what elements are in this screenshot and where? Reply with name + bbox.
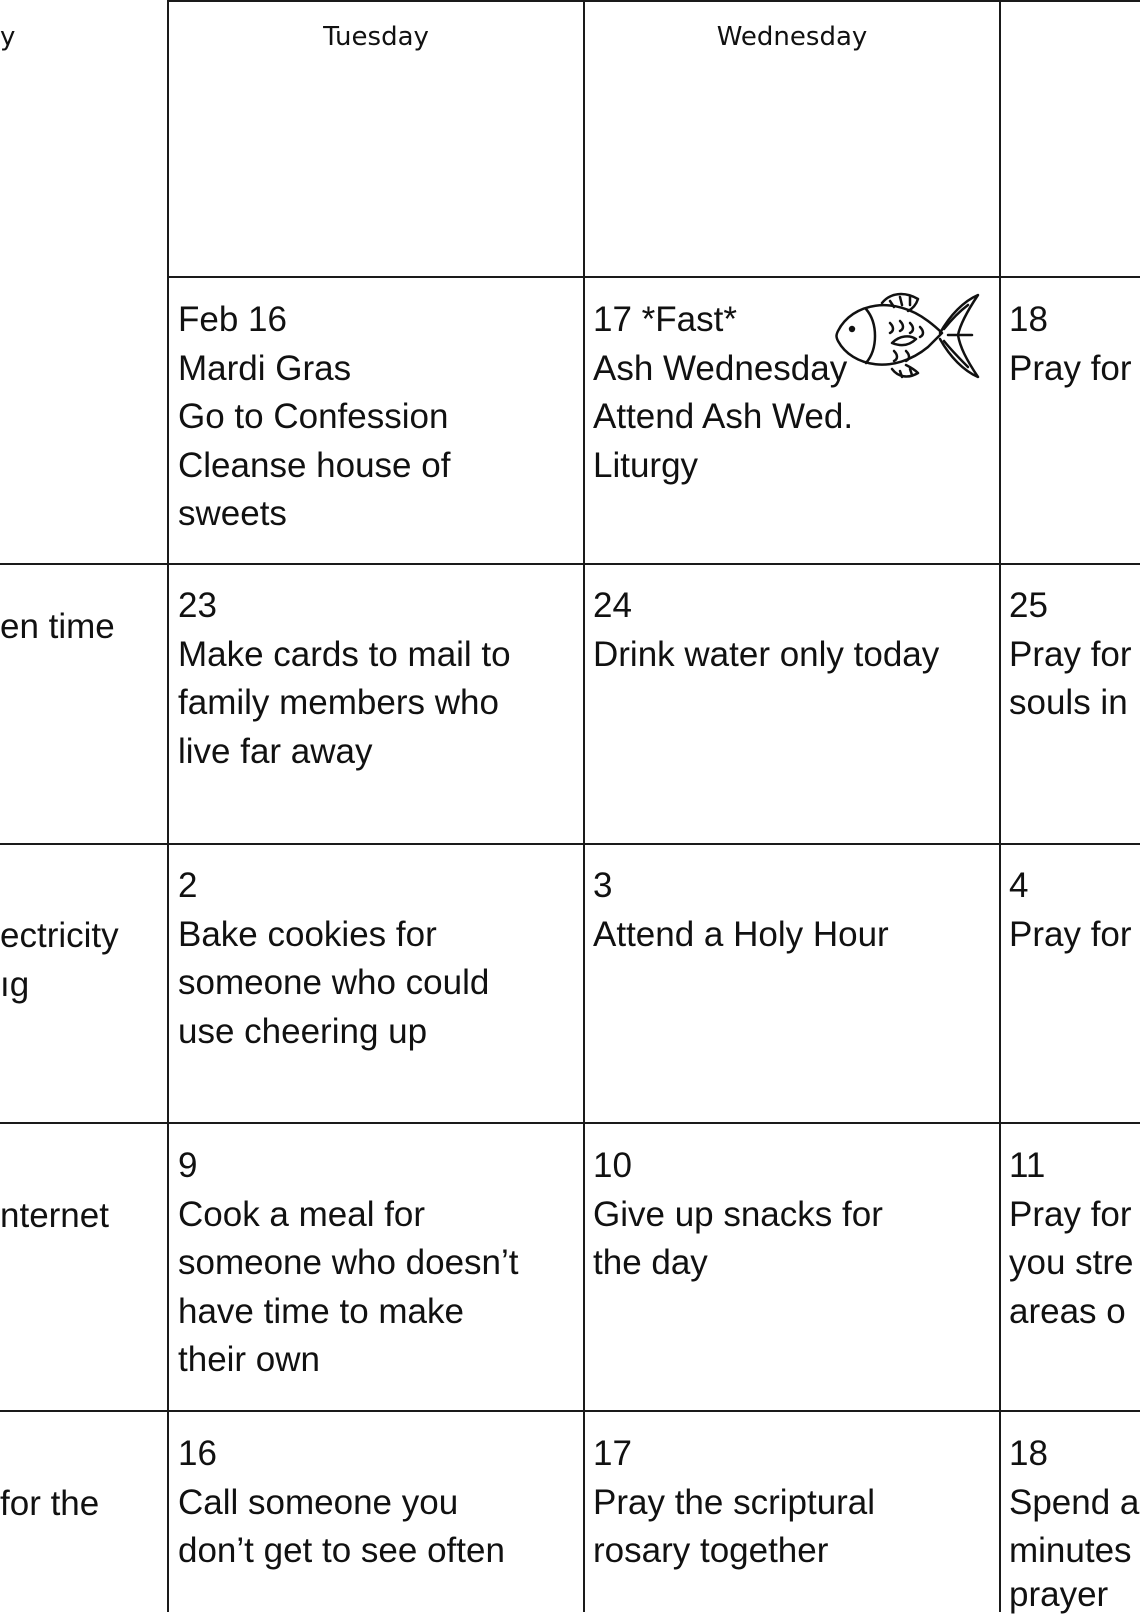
day-cell-wednesday-24: [593, 582, 939, 679]
day-cell-line: 2: [178, 866, 198, 905]
day-cell-line: Make cards to mail to: [178, 634, 511, 674]
day-cell-line: 9: [178, 1146, 198, 1185]
day-cell-wednesday-10: [593, 1142, 883, 1288]
day-cell-line: Call someone you: [178, 1482, 459, 1522]
header-wednesday: Wednesday: [716, 22, 868, 52]
day-cell-thursday-18-overflow: [1009, 1575, 1108, 1615]
day-cell-line: 23: [178, 586, 217, 625]
day-cell-line: 24: [593, 586, 632, 625]
day-cell-tuesday-9: [178, 1142, 519, 1385]
fish-icon: [832, 285, 980, 385]
day-cell-line: minutes: [1009, 1531, 1132, 1570]
day-cell-line: 11: [1009, 1146, 1046, 1185]
day-cell-wednesday-17: [593, 296, 853, 490]
day-cell-line: Spend a: [1009, 1482, 1140, 1522]
day-cell-line: ıg: [0, 964, 30, 1004]
day-cell-line: ectricity: [0, 916, 119, 955]
day-cell-title: 17 *Fast*: [593, 300, 737, 339]
day-cell-thursday-11: [1009, 1142, 1134, 1336]
day-cell-line: Mardi Gras: [178, 348, 352, 388]
grid-line-horizontal: [167, 0, 1140, 2]
day-cell-line: sweets: [178, 494, 287, 533]
grid-line-horizontal: [0, 563, 1140, 565]
day-cell-line: Pray for: [1009, 634, 1132, 674]
day-cell-line: you stre: [1009, 1243, 1134, 1282]
day-cell-line: 3: [593, 866, 613, 905]
day-cell-line: 16: [178, 1434, 217, 1473]
day-cell-line: Pray for: [1009, 1194, 1132, 1234]
day-cell-thursday-4: [1009, 862, 1132, 959]
day-cell-tuesday-feb-16: [178, 296, 450, 539]
day-cell-wednesday-3: [593, 862, 889, 959]
day-cell-line: areas o: [1009, 1291, 1126, 1331]
day-cell-line: someone who doesn’t: [178, 1243, 519, 1282]
grid-line-vertical: [999, 0, 1001, 1612]
grid-line-vertical: [167, 0, 169, 1612]
day-cell-line: live far away: [178, 731, 373, 771]
day-cell-line: 18: [1009, 1434, 1048, 1473]
day-cell-monday-partial: [0, 912, 119, 1009]
grid-line-vertical: [583, 0, 585, 1612]
day-cell-line: 10: [593, 1146, 632, 1185]
day-cell-line: family members who: [178, 683, 499, 722]
grid-line-horizontal: [0, 1410, 1140, 1412]
day-cell-line: Ash Wednesday: [593, 348, 848, 388]
day-cell-line: nternet: [0, 1196, 109, 1235]
day-cell-monday-partial: [0, 1192, 109, 1241]
day-cell-line: Drink water only today: [593, 634, 940, 674]
day-cell-line: Attend a Holy Hour: [593, 914, 889, 954]
day-cell-line: Pray the scriptural: [593, 1482, 876, 1522]
day-cell-line: 18: [1009, 300, 1048, 339]
day-cell-line: Give up snacks for: [593, 1194, 883, 1234]
day-cell-thursday-25: [1009, 582, 1132, 728]
day-cell-line: Go to Confession: [178, 397, 449, 436]
grid-line-horizontal: [0, 1122, 1140, 1124]
day-cell-wednesday-17-week5: [593, 1430, 875, 1576]
day-cell-line: 17: [593, 1434, 632, 1473]
day-cell-line: Cook a meal for: [178, 1194, 426, 1234]
day-cell-line: have time to make: [178, 1291, 464, 1331]
day-cell-line: rosary together: [593, 1531, 829, 1570]
day-cell-line: en time: [0, 607, 115, 646]
day-cell-tuesday-23: [178, 582, 511, 776]
grid-line-horizontal: [167, 276, 1140, 278]
day-cell-tuesday-16: [178, 1430, 505, 1576]
day-cell-line: 4: [1009, 866, 1029, 905]
header-tuesday: Tuesday: [323, 22, 429, 52]
day-cell-line: Attend Ash Wed.: [593, 397, 854, 436]
day-cell-line: use cheering up: [178, 1011, 428, 1051]
day-cell-line: prayer: [1009, 1575, 1109, 1614]
day-cell-monday-partial: [0, 603, 115, 652]
day-cell-thursday-18: [1009, 296, 1132, 393]
day-cell-line: Pray for: [1009, 348, 1132, 388]
day-cell-monday-partial: [0, 1480, 99, 1529]
day-cell-line: don’t get to see often: [178, 1531, 505, 1570]
day-cell-line: Feb 16: [178, 300, 287, 339]
day-cell-tuesday-2: [178, 862, 489, 1056]
day-cell-line: the day: [593, 1243, 708, 1282]
grid-line-horizontal: [0, 843, 1140, 845]
day-cell-line: their own: [178, 1340, 321, 1379]
day-cell-line: someone who could: [178, 963, 490, 1002]
day-cell-line: Bake cookies for: [178, 914, 437, 954]
day-cell-thursday-18-week5: [1009, 1430, 1139, 1576]
header-monday-partial: y: [0, 22, 16, 52]
day-cell-line: for the: [0, 1484, 100, 1523]
day-cell-line: Cleanse house of: [178, 445, 451, 485]
day-cell-line: 25: [1009, 586, 1048, 625]
day-cell-line: Liturgy: [593, 445, 699, 485]
day-cell-line: Pray for: [1009, 914, 1132, 954]
day-cell-line: souls in: [1009, 683, 1128, 722]
